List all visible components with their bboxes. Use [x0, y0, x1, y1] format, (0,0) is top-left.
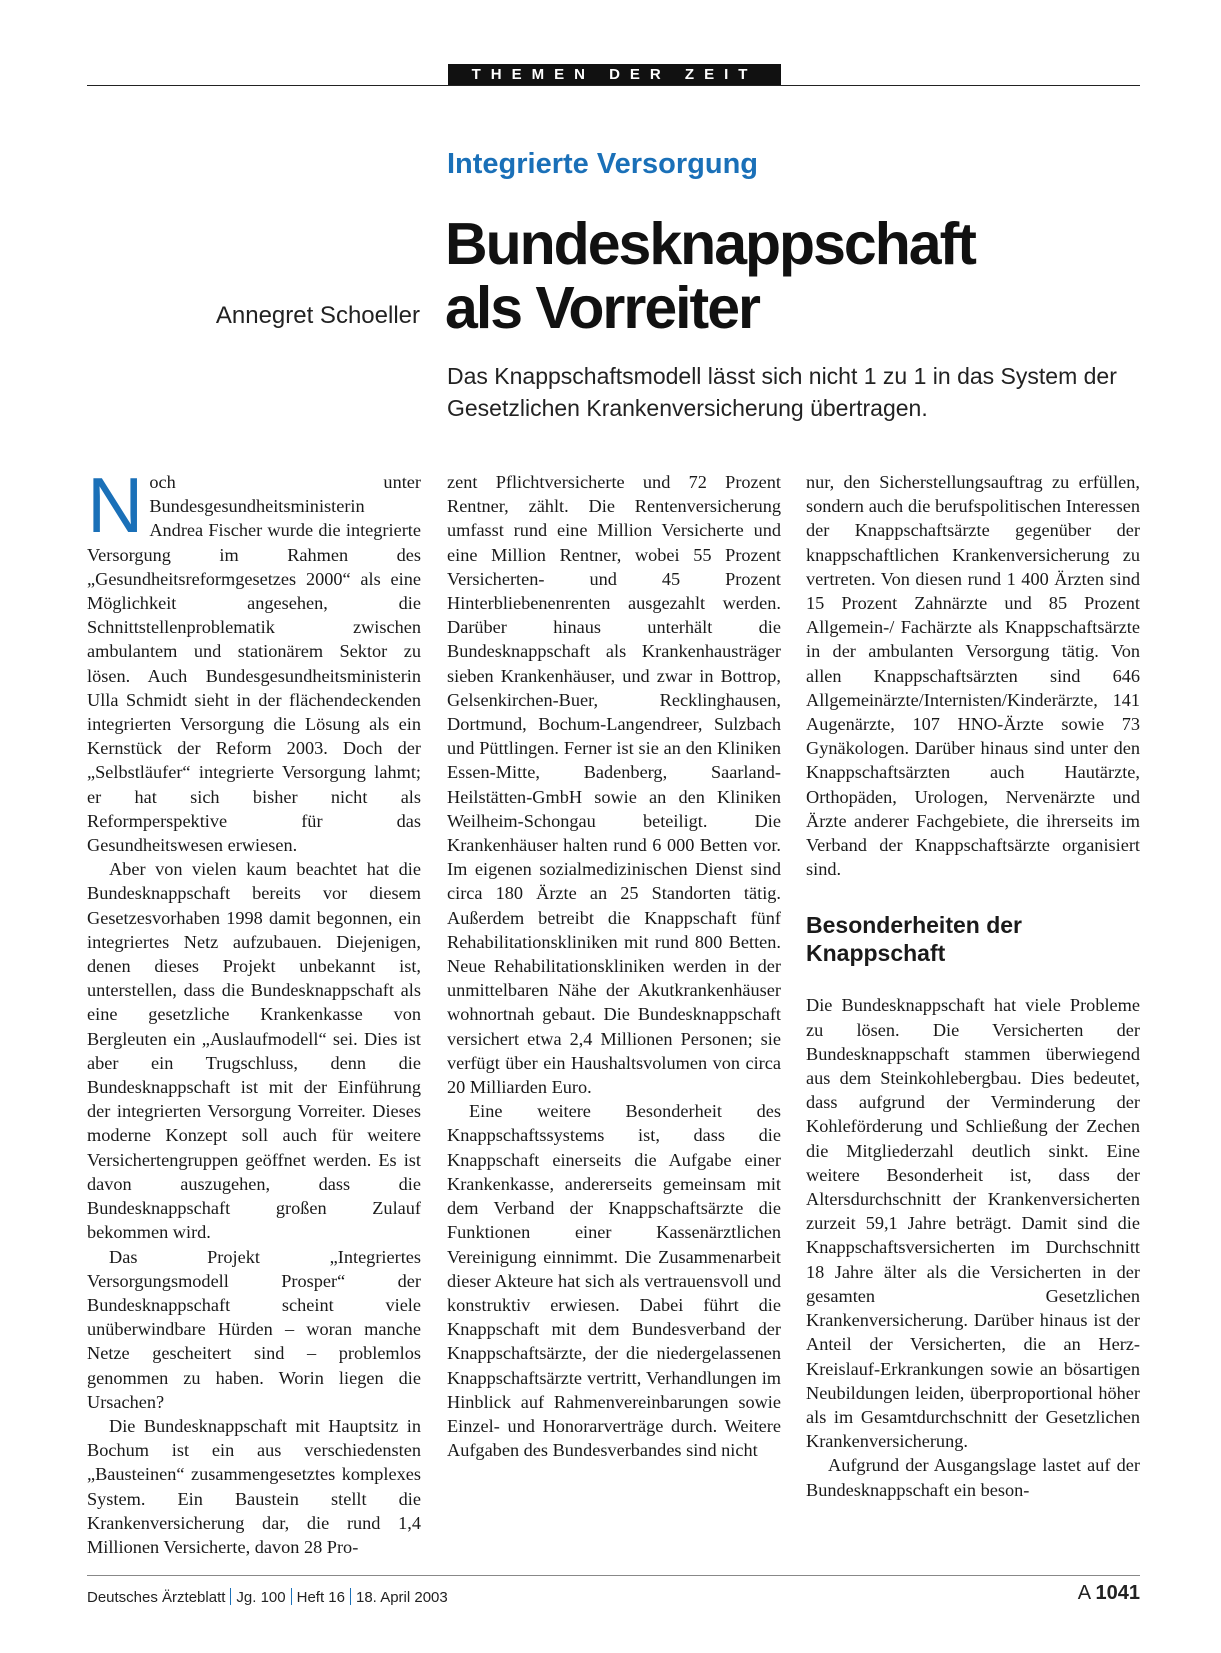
article-title-line1: Bundesknappschaft: [445, 211, 975, 277]
footer-citation: [87, 1588, 448, 1606]
page-folio: [1078, 1582, 1140, 1605]
body-paragraph: Aber von vielen kaum beachtet hat die Bundesknappschaft bereits vor diesem Gesetzesvorhaben 1998 damit begonnen, ein integriertes Netz aufzubauen. Diejenigen, denen dieses Projekt unbekannt ist, unterstellen, dass die Bundesknappschaft als eine gesetzliche Krankenkasse von Bergleuten ein „Auslaufmodell“ sei. Dies ist aber ein Trugschluss, denn die Bundesknappschaft ist mit der Einführung der integrierten Versorgung Vorreiter. Dieses moderne Konzept soll auch für weitere Versichertengruppen geöffnet werden. Es ist davon auszugehen, dass die Bundesknappschaft großen Zulauf bekommen wird.: [87, 859, 421, 1243]
section-subheading: Besonderheiten der Knappschaft: [806, 912, 1022, 967]
drop-cap: N: [87, 461, 144, 549]
body-paragraph: Eine weitere Besonderheit des Knappschaftssystems ist, dass die Knappschaft einerseits die Aufgabe einer Krankenkasse, andererseits gemeinsam mit dem Verband der Knappschaftsärzte die Funktionen einer Kassenärztlichen Vereinigung einnimmt. Die Zusammenarbeit dieser Akteure hat sich als vertrauensvoll und konstruktiv erwiesen. Dabei führt die Knappschaft mit dem Bundesverband der Knappschaftsärzte, der die niedergelassenen Knappschaftsärzte vertritt, Verhandlungen im Hinblick auf Rahmenvereinbarungen sowie Einzel- und Honorarverträge durch. Weitere Aufgaben des Bundesverbandes sind nicht: [447, 1101, 781, 1461]
article-deck: Das Knappschaftsmodell lässt sich nicht 1 zu 1 in das System der Gesetzlichen Krankenversicherung übertragen.: [447, 363, 1117, 421]
journal-issue: Heft 16: [296, 1589, 345, 1606]
body-paragraph: Aufgrund der Ausgangslage lastet auf der Bundesknappschaft ein beson-: [806, 1455, 1140, 1500]
journal-volume: Jg. 100: [236, 1589, 286, 1606]
page-prefix: A: [1077, 1582, 1090, 1604]
article-column-1: [87, 461, 421, 1559]
footer-rule: [87, 1575, 1140, 1576]
paragraph-text: och unter Bundesgesundheitsministerin Andrea Fischer wurde die integrierte Versorgung im Rahmen des „Gesundheitsreformgesetzes 2000“ als eine Möglichkeit angesehen, die Schnittstellenproblematik zwischen ambulantem und stationärem Sektor zu lösen. Auch Bundesgesundheitsministerin Ulla Schmidt sieht in der flächendeckenden integrierten Versorgung die Lösung als ein Kernstück der Reform 2003. Doch der „Selbstläufer“ integrierte Versorgung lahmt; er hat sich bisher nicht als Reformperspektive für das Gesundheitswesen erwiesen.: [87, 472, 421, 856]
body-paragraph: [87, 461, 421, 857]
article-column-2: [447, 470, 781, 1462]
article-author: Annegret Schoeller: [215, 302, 420, 329]
journal-date: 18. April 2003: [356, 1589, 448, 1606]
body-paragraph: Die Bundesknappschaft mit Hauptsitz in Bochum ist ein aus verschiedensten „Bausteinen“ zusammengesetztes komplexes System. Ein Baustein stellt die Krankenversicherung dar, die rund 1,4 Millionen Versicherte, davon 28 Pro-: [87, 1415, 421, 1557]
page-number: 1041: [1095, 1582, 1140, 1604]
article-title-line2: als Vorreiter: [445, 275, 759, 341]
article-title: [445, 212, 1145, 340]
body-paragraph: nur, den Sicherstellungsauftrag zu erfüllen, sondern auch die berufspolitischen Interessen der Knappschaftsärzte gegenüber der knappschaftlichen Krankenversicherung zu vertreten. Von diesen rund 1 400 Ärzten sind 15 Prozent Zahnärzte und 85 Prozent Allgemein-/ Fachärzte als Knappschaftsärzte in der ambulanten Versorgung tätig. Von allen Knappschaftsärzten sind 646 Allgemeinärzte/Internisten/Kinderärzte, 141 Augenärzte, 107 HNO-Ärzte sowie 73 Gynäkologen. Darüber hinaus sind unter den Knappschaftsärzten auch Hautärzte, Orthopäden, Urologen, Nervenärzte und Ärzte anderer Fachgebiete, die ihrerseits im Verband der Knappschaftsärzte organisiert sind.: [806, 472, 1140, 880]
footer-separator: [291, 1588, 292, 1605]
body-paragraph: Die Bundesknappschaft hat viele Probleme zu lösen. Die Versicherten der Bundesknappschaft stammen überwiegend aus dem Steinkohlebergbau. Dies bedeutet, dass aufgrund der Verminderung der Kohleförderung und Schließung der Zechen die Mitgliederzahl deutlich sinkt. Eine weitere Besonderheit ist, dass der Altersdurchschnitt der Krankenversicherten zurzeit 59,1 Jahre beträgt. Damit sind die Knappschaftsversicherten im Durchschnitt 18 Jahre älter als die Versicherten in der gesamten Gesetzlichen Krankenversicherung. Darüber hinaus ist der Anteil der Versicherten, die an Herz-Kreislauf-Erkrankungen sowie an bösartigen Neubildungen leiden, überproportional höher als im Gesamtdurchschnitt der Gesetzlichen Krankenversicherung.: [806, 995, 1140, 1452]
footer-separator: [350, 1588, 351, 1605]
header-rule: [87, 85, 1140, 86]
body-paragraph: Das Projekt „Integriertes Versorgungsmodell Prosper“ der Bundesknappschaft scheint viele unüberwindbare Hürden – woran manche Netze gescheitert sind – problemlos genommen zu haben. Worin liegen die Ursachen?: [87, 1246, 421, 1412]
journal-name: Deutsches Ärzteblatt: [87, 1589, 226, 1606]
body-paragraph: zent Pflichtversicherte und 72 Prozent Rentner, zählt. Die Rentenversicherung umfasst rund eine Million Versicherte und eine Million Rentner, wobei 55 Prozent Versicherten- und 45 Prozent Hinterbliebenenrenten ausgezahlt werden. Darüber hinaus unterhält die Bundesknappschaft als Krankenhausträger sieben Krankenhäuser, und zwar in Bottrop, Gelsenkirchen-Buer, Recklinghausen, Dortmund, Bochum-Langendreer, Sulzbach und Püttlingen. Ferner ist sie an den Kliniken Essen-Mitte, Badenberg, Saarland-Heilstätten-GmbH sowie an den Kliniken Weilheim-Schongau beteiligt. Die Krankenhäuser halten rund 6 000 Betten vor. Im eigenen sozialmedizinischen Dienst sind circa 180 Ärzte an 25 Standorten tätig. Außerdem betreibt die Knappschaft fünf Rehabilitationskliniken mit rund 800 Betten. Neue Rehabilitationskliniken werden in der unmittelbaren Nähe der Akutkrankenhäuser wohnortnah gebaut. Die Bundesknappschaft versichert etwa 2,4 Millionen Personen; sie verfügt über ein Haushaltsvolumen von circa 20 Milliarden Euro.: [447, 472, 781, 1098]
article-kicker: Integrierte Versorgung: [447, 148, 759, 180]
footer-separator: [230, 1588, 231, 1605]
article-column-3: [806, 470, 1140, 1502]
section-label: THEMEN DER ZEIT: [448, 64, 781, 85]
